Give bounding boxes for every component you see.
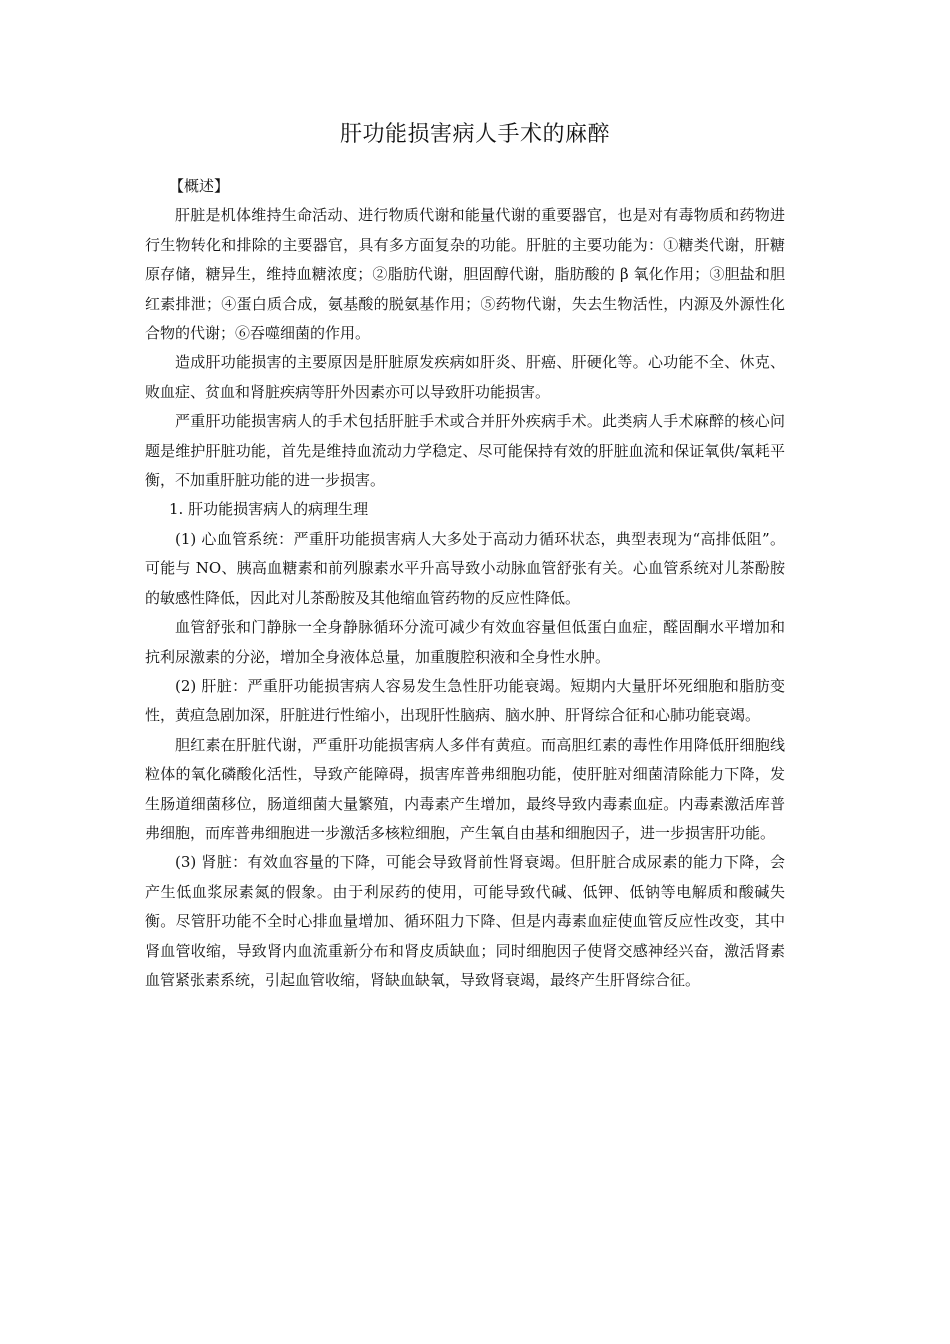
document-body — [145, 172, 785, 995]
paragraph-liver: (2) 肝脏：严重肝功能损害病人容易发生急性肝功能衰竭。短期内大量肝坏死细胞和脂肪变性，黄疸急剧加深，肝脏进行性缩小，出现肝性脑病、脑水肿、肝肾综合征和心肺功能衰竭。 — [145, 676, 785, 725]
section-heading-overview: 【概述】 — [169, 177, 230, 195]
document-title: 肝功能损害病人手术的麻醉 — [339, 122, 610, 147]
paragraph-vasodilation: 血管舒张和门静脉一全身静脉循环分流可减少有效血容量但低蛋白血症，醛固酮水平增加和抗利尿激素的分泌，增加全身液体总量，加重腹腔积液和全身性水肿。 — [145, 618, 785, 666]
paragraph-kidney: (3) 肾脏：有效血容量的下降，可能会导致肾前性肾衰竭。但肝脏合成尿素的能力下降，会产生低血浆尿素氮的假象。由于利尿药的使用，可能导致代碱、低钾、低钠等电解质和酸碱失衡。尽管肝功能不全时心排血量增加、循环阻力下降、但是内毒素血症使血管反应性改变，其中肾血管收缩，导致肾内血流重新分布和肾皮质缺血；同时细胞因子使肾交感神经兴奋，激活肾素血管紧张素系统，引起血管收缩，肾缺血缺氧，导致肾衰竭，最终产生肝肾综合征。 — [145, 853, 785, 989]
section-heading-pathophysiology: 1. 肝功能损害病人的病理生理 — [169, 500, 369, 519]
paragraph-surgery-core: 严重肝功能损害病人的手术包括肝脏手术或合并肝外疾病手术。此类病人手术麻醉的核心问题是维护肝脏功能，首先是维持血流动力学稳定、尽可能保持有效的肝脏血流和保证氧供/氧耗平衡，不加重肝脏功能的进一步损害。 — [145, 412, 785, 490]
paragraph-bilirubin: 胆红素在肝脏代谢，严重肝功能损害病人多伴有黄疸。而高胆红素的毒性作用降低肝细胞线粒体的氧化磷酸化活性，导致产能障碍，损害库普弗细胞功能，使肝脏对细菌清除能力下降，发生肠道细菌移位，肠道细菌大量繁殖，内毒素产生增加，最终导致内毒素血症。内毒素激活库普弗细胞，而库普弗细胞进一步激活多核粒细胞，产生氧自由基和细胞因子，进一步损害肝功能。 — [145, 735, 785, 842]
paragraph-liver-functions: 肝脏是机体维持生命活动、进行物质代谢和能量代谢的重要器官，也是对有毒物质和药物进行生物转化和排除的主要器官，具有多方面复杂的功能。肝脏的主要功能为：①糖类代谢，肝糖原存储，糖异生，维持血糖浓度；②脂肪代谢，胆固醇代谢，脂肪酸的 β 氧化作用；③胆盐和胆红素排泄；④蛋白质合成，氨基酸的脱氨基作用；⑤药物代谢，失去生物活性，内源及外源性化合物的代谢；⑥吞噬细菌的作用。 — [145, 206, 785, 343]
paragraph-cardiovascular: (1) 心血管系统：严重肝功能损害病人大多处于高动力循环状态，典型表现为“高排低阻”。可能与 NO、胰高血糖素和前列腺素水平升高导致小动脉血管舒张有关。心血管系统对儿茶酚胺的敏感性降低，因此对儿茶酚胺及其他缩血管药物的反应性降低。 — [145, 529, 785, 607]
paragraph-causes: 造成肝功能损害的主要原因是肝脏原发疾病如肝炎、肝癌、肝硬化等。心功能不全、休克、败血症、贫血和肾脏疾病等肝外因素亦可以导致肝功能损害。 — [145, 353, 785, 401]
